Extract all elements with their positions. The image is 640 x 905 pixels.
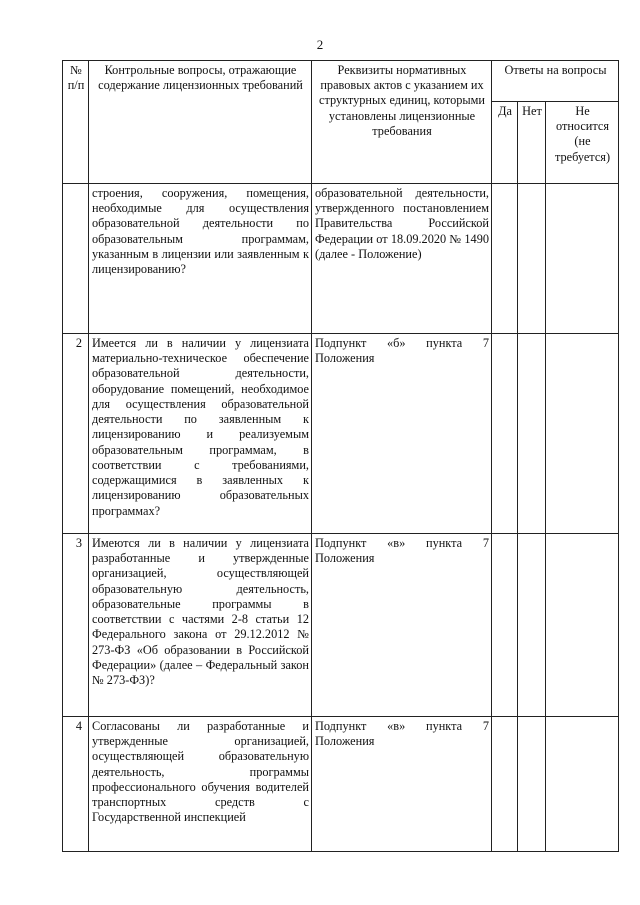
page-number: 2 — [316, 37, 324, 52]
header-num-label: № п/п — [67, 63, 85, 93]
header-answers — [492, 61, 619, 102]
answer-na-cell[interactable] — [546, 184, 619, 334]
table-row — [63, 184, 619, 334]
answer-na-cell[interactable] — [546, 717, 619, 852]
header-references — [312, 61, 492, 184]
answer-na-cell[interactable] — [546, 334, 619, 534]
row-number: 3 — [63, 534, 89, 717]
table-row — [63, 717, 619, 852]
table-row — [63, 534, 619, 717]
answer-yes-cell[interactable] — [492, 534, 518, 717]
answer-na-cell[interactable] — [546, 534, 619, 717]
row-number: 4 — [63, 717, 89, 852]
row-question: Имеется ли в наличии у лицензиата материально-техническое обеспечение образовательной деятельности, оборудование помещений, необходимое для осуществления образовательной деятельности по заявленным к лицензированию и реализуемым образовательным программам, в соответствии с требованиями, содержащимися в заявленных к лицензированию образовательных программах? — [89, 334, 312, 534]
answer-yes-cell[interactable] — [492, 717, 518, 852]
header-questions-label: Контрольные вопросы, отражающие содержание лицензионных требований — [98, 63, 303, 93]
header-not-applicable: Не относится (не требуется) — [546, 102, 619, 184]
header-no: Нет — [518, 102, 546, 184]
answer-yes-cell[interactable] — [492, 334, 518, 534]
answer-no-cell[interactable] — [518, 534, 546, 717]
answer-no-cell[interactable] — [518, 717, 546, 852]
row-reference: образовательной деятельности, утвержденного постановлением Правительства Российской Федерации от 18.09.2020 № 1490 (далее - Положение) — [312, 184, 492, 334]
header-answers-label: Ответы на вопросы — [504, 63, 607, 77]
header-questions — [89, 61, 312, 184]
row-number: 2 — [63, 334, 89, 534]
license-requirements-table — [62, 60, 619, 852]
row-question: Имеются ли в наличии у лицензиата разработанные и утвержденные организацией, осуществляющей образовательную деятельность, образовательные программы в соответствии с частями 2-8 статьи 12 Федерального закона от 29.12.2012 № 273-ФЗ «Об образовании в Российской Федерации» (далее – Федеральный закон № 273-ФЗ)? — [89, 534, 312, 717]
answer-yes-cell[interactable] — [492, 184, 518, 334]
header-yes: Да — [492, 102, 518, 184]
row-reference: Подпункт «в» пункта 7 Положения — [312, 717, 492, 852]
row-reference: Подпункт «б» пункта 7 Положения — [312, 334, 492, 534]
header-num — [63, 61, 89, 184]
answer-no-cell[interactable] — [518, 184, 546, 334]
table-row — [63, 334, 619, 534]
row-reference: Подпункт «в» пункта 7 Положения — [312, 534, 492, 717]
row-question: строения, сооружения, помещения, необходимые для осуществления образовательной деятельности по образовательным программам, указанным в лицензии или заявленным к лицензированию? — [89, 184, 312, 334]
row-question: Согласованы ли разработанные и утвержденные организацией, осуществляющей образовательную деятельность, программы профессионального обучения водителей транспортных средств с Государственной инспекцией — [89, 717, 312, 852]
row-number — [63, 184, 89, 334]
answer-no-cell[interactable] — [518, 334, 546, 534]
header-references-label: Реквизиты нормативных правовых актов с указанием их структурных единиц, которыми установлены лицензионные требования — [319, 63, 485, 138]
